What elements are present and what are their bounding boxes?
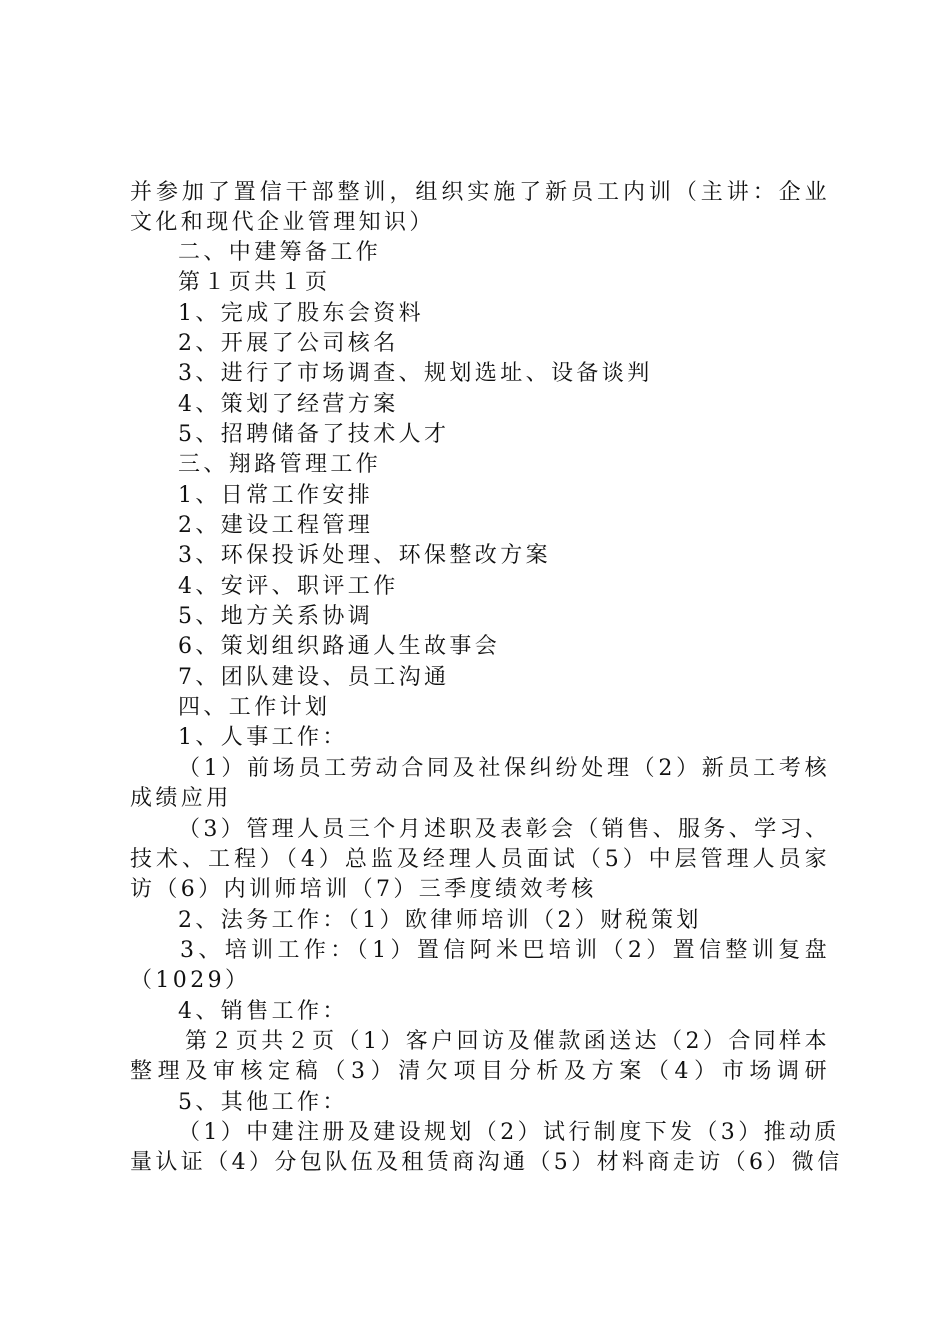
section-heading: 二、中建筹备工作	[178, 240, 382, 265]
list-item: 2、建设工程管理	[178, 513, 374, 538]
list-item: 1、日常工作安排	[178, 483, 374, 508]
section-heading: 四、工作计划	[178, 695, 331, 720]
list-item: 3、培训工作：（1）置信阿米巴培训（2）置信整训复盘	[180, 938, 830, 963]
paragraph-line: 整理及审核定稿（3）清欠项目分析及方案（4）市场调研	[130, 1059, 830, 1084]
paragraph-line: （1）前场员工劳动合同及社保纠纷处理（2）新员工考核	[178, 756, 830, 781]
list-item: 2、法务工作：（1）欧律师培训（2）财税策划	[178, 908, 702, 933]
paragraph-line: 量认证（4）分包队伍及租赁商沟通（5）材料商走访（6）微信	[130, 1150, 843, 1175]
list-item: 7、团队建设、员工沟通	[178, 665, 450, 690]
list-item: 6、策划组织路通人生故事会	[178, 634, 501, 659]
page-number: 第２页共２页（1）客户回访及催款函送达（2）合同样本	[185, 1029, 830, 1054]
paragraph-line: 技术、工程）（4）总监及经理人员面试（5）中层管理人员家	[130, 847, 830, 872]
list-item: 2、开展了公司核名	[178, 331, 399, 356]
list-item: 5、招聘储备了技术人才	[178, 422, 450, 447]
paragraph-line: 并参加了置信干部整训，组织实施了新员工内训（主讲：企业	[130, 180, 830, 205]
list-item: 4、策划了经营方案	[178, 392, 399, 417]
paragraph-line: 访（6）内训师培训（7）三季度绩效考核	[130, 877, 597, 902]
list-item: 4、安评、职评工作	[178, 574, 399, 599]
paragraph-line: （1）中建注册及建设规划（2）试行制度下发（3）推动质	[178, 1120, 840, 1145]
list-item: 3、进行了市场调查、规划选址、设备谈判	[178, 361, 653, 386]
paragraph-line: 文化和现代企业管理知识）	[130, 210, 435, 235]
list-item: 4、销售工作：	[178, 999, 348, 1024]
list-item: 5、其他工作：	[178, 1090, 348, 1115]
list-item: 1、完成了股东会资料	[178, 301, 424, 326]
list-item: 3、环保投诉处理、环保整改方案	[178, 543, 551, 568]
paragraph-line: （1029）	[130, 968, 251, 993]
list-item: 1、人事工作：	[178, 725, 348, 750]
paragraph-line: 成绩应用	[130, 786, 232, 811]
page-number: 第１页共１页	[178, 270, 331, 295]
paragraph-line: （3）管理人员三个月述职及表彰会（销售、服务、学习、	[178, 817, 831, 842]
list-item: 5、地方关系协调	[178, 604, 374, 629]
section-heading: 三、翔路管理工作	[178, 452, 382, 477]
